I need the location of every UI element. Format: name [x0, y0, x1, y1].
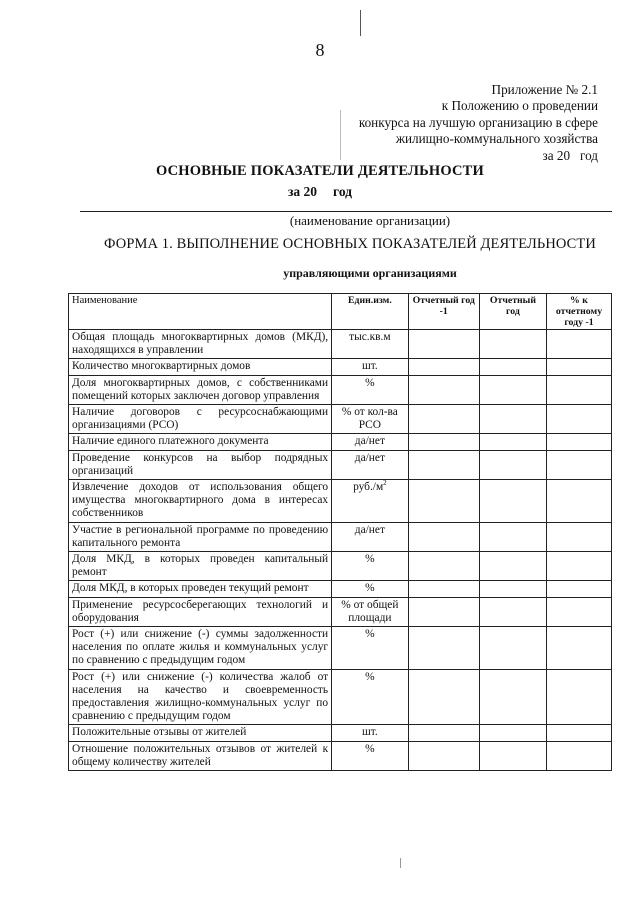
indicator-unit [332, 359, 409, 375]
current-year-cell[interactable] [479, 480, 546, 523]
percent-cell[interactable] [546, 741, 611, 770]
table-row [69, 359, 612, 375]
header-percent: % к отчетному году -1 [546, 294, 611, 330]
current-year-cell[interactable] [479, 597, 546, 626]
indicator-unit [332, 597, 409, 626]
current-year-cell[interactable] [479, 741, 546, 770]
percent-cell[interactable] [546, 359, 611, 375]
appendix-line: Приложение № 2.1 [491, 82, 598, 97]
indicator-name: Проведение конкурсов на выбор подрядных организаций [69, 450, 332, 479]
form-title: ФОРМА 1. ВЫПОЛНЕНИЕ ОСНОВНЫХ ПОКАЗАТЕЛЕЙ ДЕЯТЕЛЬНОСТИ [104, 236, 596, 252]
percent-cell[interactable] [546, 405, 611, 434]
indicator-name: Наличие договоров с ресурсоснабжающими организациями (РСО) [69, 405, 332, 434]
table-row [69, 450, 612, 479]
prev-year-cell[interactable] [408, 405, 479, 434]
unit-text: да/нет [354, 451, 385, 464]
indicator-unit [332, 552, 409, 581]
indicator-name: Извлечение доходов от использования общего имущества многоквартирного дома в интересах собственников [69, 480, 332, 523]
indicator-name: Рост (+) или снижение (-) суммы задолженности населения по оплате жилья и коммунальных услуг по сравнению с предыдущим годом [69, 627, 332, 670]
unit-text: % от общей площади [341, 598, 399, 624]
current-year-cell[interactable] [479, 669, 546, 725]
form-subtitle: управляющими организациями [283, 266, 457, 280]
scan-artifact-line [360, 10, 361, 36]
header-prev-year: Отчетный год -1 [408, 294, 479, 330]
percent-cell[interactable] [546, 480, 611, 523]
table-header-row [69, 294, 612, 330]
scan-artifact-line [400, 858, 401, 868]
current-year-cell[interactable] [479, 627, 546, 670]
table-row [69, 330, 612, 359]
current-year-cell[interactable] [479, 522, 546, 551]
unit-text: % от кол-ва РСО [341, 406, 398, 432]
indicator-name: Доля МКД, в которых проведен текущий ремонт [69, 581, 332, 597]
indicator-name: Общая площадь многоквартирных домов (МКД), находящихся в управлении [69, 330, 332, 359]
prev-year-cell[interactable] [408, 552, 479, 581]
appendix-line: за 20 год [542, 147, 598, 163]
unit-text: % [365, 742, 375, 755]
indicator-unit [332, 669, 409, 725]
indicator-name: Наличие единого платежного документа [69, 434, 332, 450]
unit-text: шт. [361, 726, 378, 739]
page-number: 8 [315, 40, 325, 60]
percent-cell[interactable] [546, 375, 611, 404]
indicator-name: Отношение положительных отзывов от жителей к общему количеству жителей [69, 741, 332, 770]
current-year-cell[interactable] [479, 375, 546, 404]
percent-cell[interactable] [546, 450, 611, 479]
unit-text: тыс.кв.м [349, 331, 391, 343]
percent-cell[interactable] [546, 627, 611, 670]
unit-text: да/нет [354, 435, 385, 448]
prev-year-cell[interactable] [408, 522, 479, 551]
unit-text: % [365, 553, 375, 566]
percent-cell[interactable] [546, 552, 611, 581]
current-year-cell[interactable] [479, 405, 546, 434]
prev-year-cell[interactable] [408, 450, 479, 479]
percent-cell[interactable] [546, 669, 611, 725]
indicator-unit [332, 330, 409, 359]
current-year-cell[interactable] [479, 434, 546, 450]
header-unit: Един.изм. [332, 294, 409, 330]
unit-text: % [365, 628, 375, 641]
year-suffix: год [333, 184, 353, 199]
current-year-cell[interactable] [479, 725, 546, 741]
indicators-table [68, 293, 612, 771]
table-row [69, 597, 612, 626]
year-prefix: за 20 [287, 184, 318, 199]
table-row [69, 741, 612, 770]
unit-text: % [365, 670, 375, 683]
unit-text: % [365, 376, 375, 389]
indicator-name: Участие в региональной программе по проведению капитального ремонта [69, 522, 332, 551]
table-row [69, 522, 612, 551]
table-row [69, 627, 612, 670]
table-row [69, 375, 612, 404]
prev-year-cell[interactable] [408, 434, 479, 450]
table-row [69, 669, 612, 725]
indicator-unit [332, 434, 409, 450]
indicator-unit [332, 741, 409, 770]
percent-cell[interactable] [546, 725, 611, 741]
table-row [69, 725, 612, 741]
table-row [69, 581, 612, 597]
table-row [69, 405, 612, 434]
unit-text: руб./м [353, 481, 384, 494]
appendix-block [359, 82, 598, 164]
document-title: ОСНОВНЫЕ ПОКАЗАТЕЛИ ДЕЯТЕЛЬНОСТИ [155, 163, 485, 179]
prev-year-cell[interactable] [408, 597, 479, 626]
indicator-name: Доля МКД, в которых проведен капитальный ремонт [69, 552, 332, 581]
percent-cell[interactable] [546, 522, 611, 551]
prev-year-cell[interactable] [408, 669, 479, 725]
current-year-cell[interactable] [479, 581, 546, 597]
indicator-unit [332, 405, 409, 434]
indicator-unit [332, 480, 409, 523]
table-row [69, 480, 612, 523]
table-row [69, 434, 612, 450]
header-current-year: Отчетный год [479, 294, 546, 330]
organization-label: (наименование организации) [289, 213, 451, 228]
prev-year-cell[interactable] [408, 480, 479, 523]
indicator-unit [332, 450, 409, 479]
percent-cell[interactable] [546, 581, 611, 597]
prev-year-cell[interactable] [408, 627, 479, 670]
indicator-name: Положительные отзывы от жителей [69, 725, 332, 741]
indicator-unit [332, 522, 409, 551]
indicator-unit [332, 581, 409, 597]
percent-cell[interactable] [546, 597, 611, 626]
indicator-unit [332, 375, 409, 404]
current-year-cell[interactable] [479, 552, 546, 581]
prev-year-cell[interactable] [408, 725, 479, 741]
indicator-unit [332, 725, 409, 741]
prev-year-cell[interactable] [408, 741, 479, 770]
unit-text: да/нет [354, 523, 385, 536]
percent-cell[interactable] [546, 434, 611, 450]
current-year-cell[interactable] [479, 330, 546, 359]
prev-year-cell[interactable] [408, 581, 479, 597]
unit-text: шт. [361, 360, 378, 373]
table-row [69, 552, 612, 581]
indicator-unit [332, 627, 409, 670]
organization-name-line [80, 211, 612, 212]
appendix-line: к Положению о проведении [441, 98, 598, 114]
unit-text: % [365, 582, 375, 595]
indicator-name: Рост (+) или снижение (-) количества жалоб от населения на качество и своевременность предоставления жилищно-коммунальных услуг по сравнению с предыдущим годом [69, 669, 332, 725]
prev-year-cell[interactable] [408, 375, 479, 404]
scan-artifact-line [340, 110, 341, 160]
report-year [0, 184, 640, 200]
prev-year-cell[interactable] [408, 359, 479, 375]
current-year-cell[interactable] [479, 450, 546, 479]
percent-cell[interactable] [546, 330, 611, 359]
current-year-cell[interactable] [479, 359, 546, 375]
appendix-line: конкурса на лучшую организацию в сфере [358, 114, 598, 130]
indicator-name: Доля многоквартирных домов, с собственниками помещений которых заключен договор управления [69, 375, 332, 404]
header-name: Наименование [69, 294, 332, 330]
appendix-line: жилищно-коммунального хозяйства [395, 131, 598, 147]
indicator-name: Применение ресурсосберегающих технологий и оборудования [69, 597, 332, 626]
indicator-name: Количество многоквартирных домов [69, 359, 332, 375]
prev-year-cell[interactable] [408, 330, 479, 359]
unit-superscript: 2 [383, 479, 387, 488]
